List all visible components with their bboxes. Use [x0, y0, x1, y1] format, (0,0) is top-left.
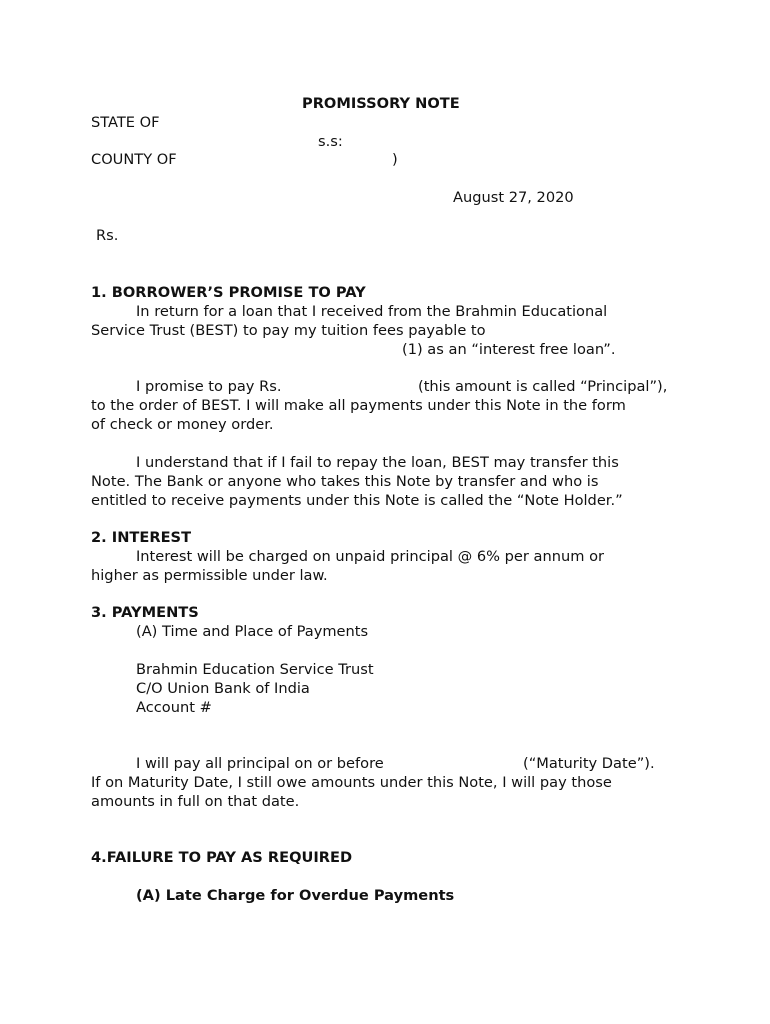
paragraph-line: Note. The Bank or anyone who takes this Note by transfer and who is	[91, 473, 599, 490]
paragraph-line: amounts in full on that date.	[91, 793, 300, 810]
paragraph-line: (“Maturity Date”).	[523, 755, 655, 772]
county-paren: )	[392, 151, 398, 168]
paragraph-line: I promise to pay Rs.	[136, 378, 282, 395]
paragraph-line: of check or money order.	[91, 416, 274, 433]
paragraph-line: to the order of BEST. I will make all payments under this Note in the form	[91, 397, 626, 414]
ss-label: s.s:	[318, 133, 343, 150]
document-date: August 27, 2020	[453, 189, 574, 206]
state-of-label: STATE OF	[91, 114, 160, 131]
section-2-heading: 2. INTEREST	[91, 529, 192, 546]
paragraph-line: higher as permissible under law.	[91, 567, 328, 584]
paragraph-line: entitled to receive payments under this Note is called the “Note Holder.”	[91, 492, 623, 509]
address-line: Account #	[136, 699, 212, 716]
paragraph-line: Service Trust (BEST) to pay my tuition fees payable to	[91, 322, 486, 339]
amount-label: Rs.	[96, 227, 119, 244]
subsection-heading: (A) Time and Place of Payments	[136, 623, 369, 640]
address-line: Brahmin Education Service Trust	[136, 661, 374, 678]
paragraph-line: I will pay all principal on or before	[136, 755, 384, 772]
paragraph-line: I understand that if I fail to repay the loan, BEST may transfer this	[136, 454, 619, 471]
paragraph-line: (this amount is called “Principal”),	[418, 378, 668, 395]
paragraph-line: Interest will be charged on unpaid principal @ 6% per annum or	[136, 548, 605, 565]
section-3-heading: 3. PAYMENTS	[91, 604, 199, 621]
paragraph-line: (1) as an “interest free loan”.	[402, 341, 616, 358]
subsection-heading: (A) Late Charge for Overdue Payments	[136, 887, 455, 904]
paragraph-line: In return for a loan that I received from the Brahmin Educational	[136, 303, 608, 320]
address-line: C/O Union Bank of India	[136, 680, 310, 697]
section-1-heading: 1. BORROWER’S PROMISE TO PAY	[91, 284, 366, 301]
section-4-heading: 4.FAILURE TO PAY AS REQUIRED	[91, 849, 353, 866]
document-title: PROMISSORY NOTE	[302, 95, 460, 112]
paragraph-line: If on Maturity Date, I still owe amounts under this Note, I will pay those	[91, 774, 612, 791]
county-of-label: COUNTY OF	[91, 151, 177, 168]
